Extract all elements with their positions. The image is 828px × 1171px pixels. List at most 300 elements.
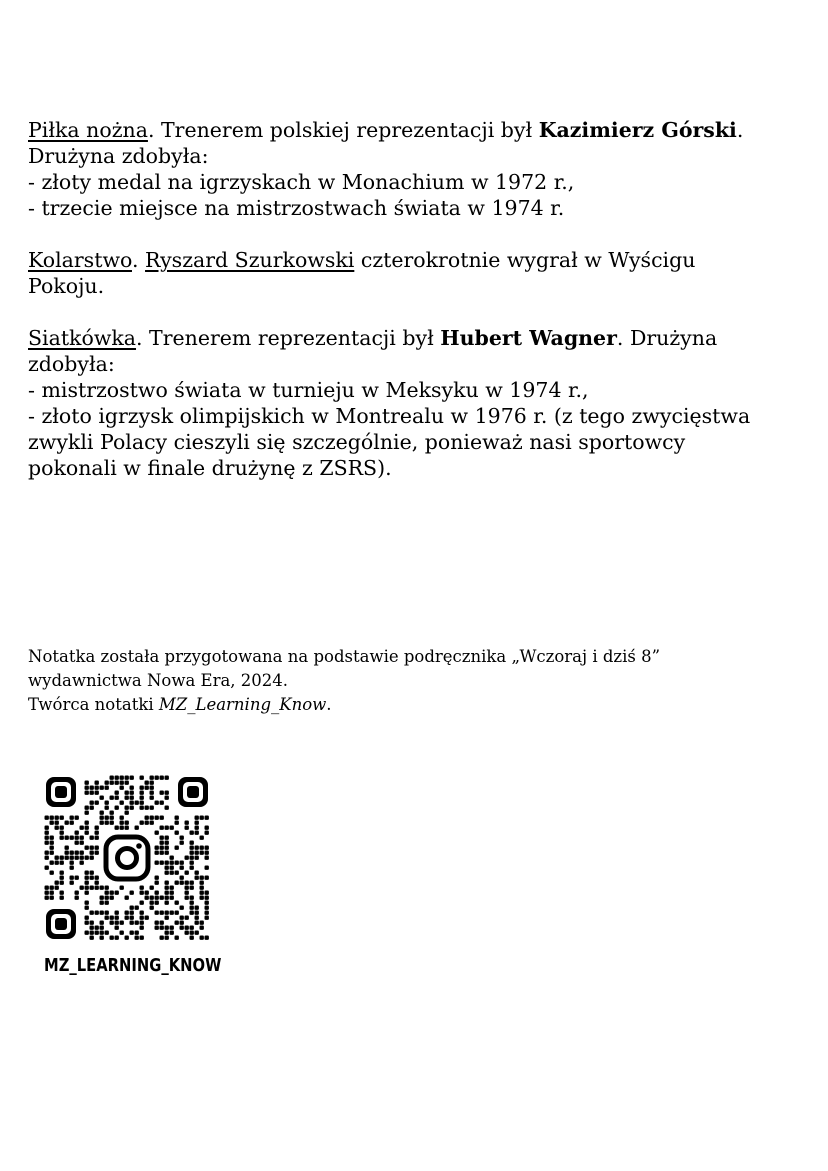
qr-module <box>135 906 139 910</box>
qr-module <box>185 856 189 860</box>
qr-module <box>155 911 159 915</box>
volleyball-item-2-cont-2: pokonali w finale drużynę z ZSRS). <box>28 456 392 480</box>
qr-module <box>150 791 154 795</box>
qr-module <box>195 816 199 820</box>
qr-module <box>165 776 169 780</box>
qr-code-block[interactable] <box>44 775 222 976</box>
qr-module <box>195 851 199 855</box>
qr-module <box>165 866 169 870</box>
footnote-author: MZ_Learning_Know <box>158 695 327 714</box>
qr-module <box>70 856 74 860</box>
qr-module <box>100 936 104 940</box>
qr-module <box>190 861 194 865</box>
qr-module <box>195 876 199 880</box>
qr-module <box>135 801 139 805</box>
qr-module <box>90 836 94 840</box>
qr-module <box>190 856 194 860</box>
qr-module <box>140 926 144 930</box>
qr-module <box>140 796 144 800</box>
volleyball-item-2-cont-1: zwykli Polacy cieszyli się szczególnie, ponieważ nasi sportowcy <box>28 430 686 454</box>
qr-module <box>200 891 204 895</box>
qr-module <box>140 801 144 805</box>
qr-module <box>195 871 199 875</box>
cycling-title: Kolarstwo <box>28 248 132 272</box>
qr-module <box>95 826 99 830</box>
qr-module <box>115 911 119 915</box>
qr-module <box>155 861 159 865</box>
qr-module <box>195 831 199 835</box>
qr-module <box>60 876 64 880</box>
qr-module <box>165 826 169 830</box>
qr-module <box>205 936 209 940</box>
qr-module <box>165 846 169 850</box>
qr-module <box>125 806 129 810</box>
section-volleyball <box>28 325 798 481</box>
qr-module <box>45 851 49 855</box>
qr-module <box>105 896 109 900</box>
qr-module <box>150 806 154 810</box>
qr-module <box>150 821 154 825</box>
qr-module <box>170 931 174 935</box>
qr-module <box>205 916 209 920</box>
qr-module <box>130 931 134 935</box>
qr-module <box>170 826 174 830</box>
qr-module <box>190 931 194 935</box>
qr-module <box>90 931 94 935</box>
qr-module <box>165 891 169 895</box>
qr-module <box>150 786 154 790</box>
qr-module <box>190 936 194 940</box>
football-text-end: . <box>736 118 744 142</box>
instagram-icon <box>104 835 150 881</box>
qr-module <box>90 936 94 940</box>
qr-module <box>160 826 164 830</box>
qr-module <box>80 826 84 830</box>
qr-module <box>150 781 154 785</box>
qr-module <box>155 846 159 850</box>
qr-module <box>75 856 79 860</box>
qr-module <box>110 796 114 800</box>
qr-module <box>120 921 124 925</box>
qr-module <box>50 821 54 825</box>
qr-code[interactable] <box>44 775 210 941</box>
qr-module <box>75 816 79 820</box>
qr-module <box>140 901 144 905</box>
qr-module <box>85 906 89 910</box>
qr-module <box>105 801 109 805</box>
qr-module <box>45 831 49 835</box>
qr-module <box>55 856 59 860</box>
qr-module <box>75 876 79 880</box>
volleyball-heading-line <box>28 325 798 351</box>
qr-module <box>130 791 134 795</box>
qr-module <box>205 911 209 915</box>
qr-module <box>185 931 189 935</box>
qr-module <box>155 896 159 900</box>
qr-module <box>205 826 209 830</box>
qr-module <box>85 931 89 935</box>
volleyball-item-1: - mistrzostwo świata w turnieju w Meksyku w 1974 r., <box>28 378 589 402</box>
qr-module <box>115 791 119 795</box>
qr-module <box>205 816 209 820</box>
qr-module <box>60 836 64 840</box>
qr-module <box>170 871 174 875</box>
qr-module <box>160 836 164 840</box>
qr-module <box>165 796 169 800</box>
qr-module <box>125 796 129 800</box>
qr-module <box>125 781 129 785</box>
qr-module <box>155 901 159 905</box>
qr-module <box>60 826 64 830</box>
qr-module <box>100 896 104 900</box>
qr-module <box>185 871 189 875</box>
volleyball-text: . Trenerem reprezentacji był <box>136 326 441 350</box>
qr-module <box>75 831 79 835</box>
qr-module <box>45 816 49 820</box>
qr-module <box>165 916 169 920</box>
cycling-rider: Ryszard Szurkowski <box>145 248 355 272</box>
cycling-heading-line <box>28 247 798 273</box>
qr-module <box>165 851 169 855</box>
qr-module <box>70 866 74 870</box>
qr-module <box>120 781 124 785</box>
qr-module <box>85 821 89 825</box>
qr-module <box>115 916 119 920</box>
football-item-1: - złoty medal na igrzyskach w Monachium w 1972 r., <box>28 170 575 194</box>
football-title: Piłka nożna <box>28 118 148 142</box>
qr-module <box>45 886 49 890</box>
qr-module <box>70 861 74 865</box>
qr-module <box>50 871 54 875</box>
qr-module <box>50 836 54 840</box>
qr-module <box>80 856 84 860</box>
qr-module <box>190 831 194 835</box>
qr-module <box>165 896 169 900</box>
qr-module <box>100 796 104 800</box>
football-heading-line <box>28 117 798 143</box>
qr-module <box>95 911 99 915</box>
qr-module <box>135 826 139 830</box>
qr-module <box>160 846 164 850</box>
qr-module <box>70 881 74 885</box>
qr-module <box>170 866 174 870</box>
qr-module <box>130 921 134 925</box>
qr-module <box>60 891 64 895</box>
qr-module <box>45 896 49 900</box>
footnote-author-prefix: Twórca notatki <box>28 695 159 714</box>
qr-module <box>80 841 84 845</box>
qr-module <box>160 896 164 900</box>
qr-module <box>85 826 89 830</box>
qr-module <box>90 886 94 890</box>
qr-module <box>55 826 59 830</box>
qr-module <box>125 916 129 920</box>
qr-module <box>150 906 154 910</box>
qr-module <box>130 906 134 910</box>
qr-module <box>120 931 124 935</box>
qr-module <box>100 811 104 815</box>
qr-module <box>175 911 179 915</box>
qr-module <box>150 896 154 900</box>
qr-module <box>100 821 104 825</box>
volleyball-item-2: - złoto igrzysk olimpijskich w Montrealu w 1976 r. (z tego zwycięstwa <box>28 404 751 428</box>
qr-module <box>190 926 194 930</box>
qr-module <box>190 906 194 910</box>
qr-module <box>80 836 84 840</box>
qr-module <box>155 876 159 880</box>
qr-module <box>170 861 174 865</box>
qr-module <box>50 851 54 855</box>
qr-module <box>100 886 104 890</box>
footnote-author-suffix: . <box>326 695 332 714</box>
qr-module <box>60 871 64 875</box>
qr-module <box>140 936 144 940</box>
qr-module <box>75 851 79 855</box>
qr-module <box>175 901 179 905</box>
qr-module <box>145 891 149 895</box>
qr-module <box>180 921 184 925</box>
qr-module <box>45 891 49 895</box>
qr-module <box>140 776 144 780</box>
qr-module <box>165 861 169 865</box>
qr-module <box>95 801 99 805</box>
qr-module <box>200 921 204 925</box>
qr-module <box>130 916 134 920</box>
qr-module <box>105 931 109 935</box>
qr-module <box>200 896 204 900</box>
qr-module <box>90 876 94 880</box>
qr-module <box>50 886 54 890</box>
qr-module <box>205 851 209 855</box>
qr-module <box>205 846 209 850</box>
qr-module <box>90 911 94 915</box>
qr-module <box>150 816 154 820</box>
qr-module <box>65 856 69 860</box>
qr-module <box>65 821 69 825</box>
qr-module <box>85 876 89 880</box>
qr-module <box>55 886 59 890</box>
qr-module <box>185 896 189 900</box>
qr-module <box>170 886 174 890</box>
qr-module <box>150 796 154 800</box>
qr-module <box>105 911 109 915</box>
qr-module <box>85 811 89 815</box>
qr-module <box>95 886 99 890</box>
qr-module <box>175 881 179 885</box>
qr-module <box>85 846 89 850</box>
qr-module <box>200 876 204 880</box>
qr-module <box>110 896 114 900</box>
qr-finder-top-left <box>46 777 76 807</box>
qr-module <box>180 861 184 865</box>
qr-module <box>100 911 104 915</box>
qr-module <box>130 911 134 915</box>
qr-module <box>95 786 99 790</box>
qr-module <box>165 901 169 905</box>
qr-module <box>60 816 64 820</box>
qr-module <box>110 891 114 895</box>
qr-module <box>105 886 109 890</box>
qr-module <box>160 861 164 865</box>
qr-module <box>185 916 189 920</box>
qr-module <box>120 826 124 830</box>
qr-module <box>180 836 184 840</box>
qr-module <box>85 786 89 790</box>
qr-module <box>50 846 54 850</box>
qr-module <box>205 901 209 905</box>
qr-module <box>205 906 209 910</box>
qr-module <box>120 801 124 805</box>
qr-module <box>55 861 59 865</box>
qr-module <box>190 896 194 900</box>
qr-module <box>125 811 129 815</box>
qr-module <box>70 821 74 825</box>
qr-module <box>200 836 204 840</box>
qr-module <box>115 936 119 940</box>
qr-module <box>55 816 59 820</box>
qr-module <box>160 841 164 845</box>
qr-module <box>85 781 89 785</box>
qr-module <box>180 866 184 870</box>
qr-module <box>165 836 169 840</box>
qr-module <box>110 776 114 780</box>
qr-module <box>50 841 54 845</box>
qr-module <box>180 916 184 920</box>
qr-module <box>145 821 149 825</box>
qr-module <box>180 841 184 845</box>
qr-module <box>110 936 114 940</box>
qr-module <box>120 821 124 825</box>
qr-module <box>175 816 179 820</box>
qr-module <box>105 786 109 790</box>
qr-module <box>185 826 189 830</box>
qr-module <box>155 801 159 805</box>
qr-module <box>140 891 144 895</box>
qr-module <box>195 821 199 825</box>
qr-module <box>155 816 159 820</box>
qr-module <box>170 911 174 915</box>
qr-module <box>100 816 104 820</box>
qr-module <box>100 786 104 790</box>
qr-module <box>90 871 94 875</box>
qr-module <box>105 916 109 920</box>
qr-module <box>60 881 64 885</box>
qr-module <box>185 881 189 885</box>
qr-module <box>160 936 164 940</box>
qr-module <box>195 931 199 935</box>
qr-module <box>195 921 199 925</box>
qr-module <box>90 921 94 925</box>
qr-module <box>45 836 49 840</box>
qr-module <box>125 821 129 825</box>
qr-module <box>90 786 94 790</box>
qr-module <box>180 876 184 880</box>
qr-module <box>115 806 119 810</box>
qr-module <box>175 921 179 925</box>
qr-module <box>75 836 79 840</box>
qr-module <box>105 901 109 905</box>
qr-module <box>175 871 179 875</box>
qr-module <box>155 881 159 885</box>
qr-module <box>100 921 104 925</box>
qr-module <box>115 796 119 800</box>
qr-module <box>130 796 134 800</box>
qr-module <box>165 881 169 885</box>
qr-module <box>175 821 179 825</box>
qr-module <box>90 856 94 860</box>
qr-module <box>195 826 199 830</box>
qr-module <box>200 881 204 885</box>
qr-module <box>125 791 129 795</box>
qr-module <box>200 851 204 855</box>
qr-module <box>150 901 154 905</box>
qr-module <box>175 861 179 865</box>
qr-module <box>115 921 119 925</box>
qr-module <box>65 836 69 840</box>
qr-module <box>95 931 99 935</box>
qr-module <box>200 886 204 890</box>
qr-module <box>110 811 114 815</box>
qr-module <box>170 891 174 895</box>
qr-module <box>160 911 164 915</box>
qr-module <box>135 921 139 925</box>
qr-module <box>90 791 94 795</box>
qr-module <box>205 876 209 880</box>
qr-module <box>110 781 114 785</box>
qr-module <box>85 806 89 810</box>
qr-module <box>85 886 89 890</box>
qr-module <box>95 876 99 880</box>
qr-module <box>180 926 184 930</box>
qr-module <box>45 856 49 860</box>
qr-module <box>50 891 54 895</box>
qr-module <box>165 936 169 940</box>
qr-module <box>50 816 54 820</box>
qr-module <box>95 851 99 855</box>
qr-module <box>190 886 194 890</box>
qr-module <box>120 786 124 790</box>
qr-module <box>170 896 174 900</box>
qr-module <box>105 821 109 825</box>
qr-module <box>95 836 99 840</box>
qr-module <box>180 881 184 885</box>
qr-module <box>50 861 54 865</box>
qr-module <box>190 841 194 845</box>
qr-module <box>90 801 94 805</box>
qr-module <box>140 806 144 810</box>
qr-module <box>110 821 114 825</box>
qr-module <box>70 816 74 820</box>
qr-module <box>190 901 194 905</box>
qr-module <box>75 896 79 900</box>
qr-module <box>95 791 99 795</box>
qr-module <box>175 846 179 850</box>
qr-module <box>95 831 99 835</box>
qr-module <box>60 831 64 835</box>
qr-module <box>140 916 144 920</box>
qr-module <box>85 871 89 875</box>
qr-module <box>145 916 149 920</box>
qr-module <box>170 856 174 860</box>
qr-module <box>45 826 49 830</box>
section-football <box>28 117 798 221</box>
qr-module <box>200 926 204 930</box>
football-text: . Trenerem polskiej reprezentacji był <box>147 118 539 142</box>
qr-module <box>105 781 109 785</box>
qr-module <box>85 921 89 925</box>
qr-module <box>130 776 134 780</box>
qr-module <box>205 891 209 895</box>
